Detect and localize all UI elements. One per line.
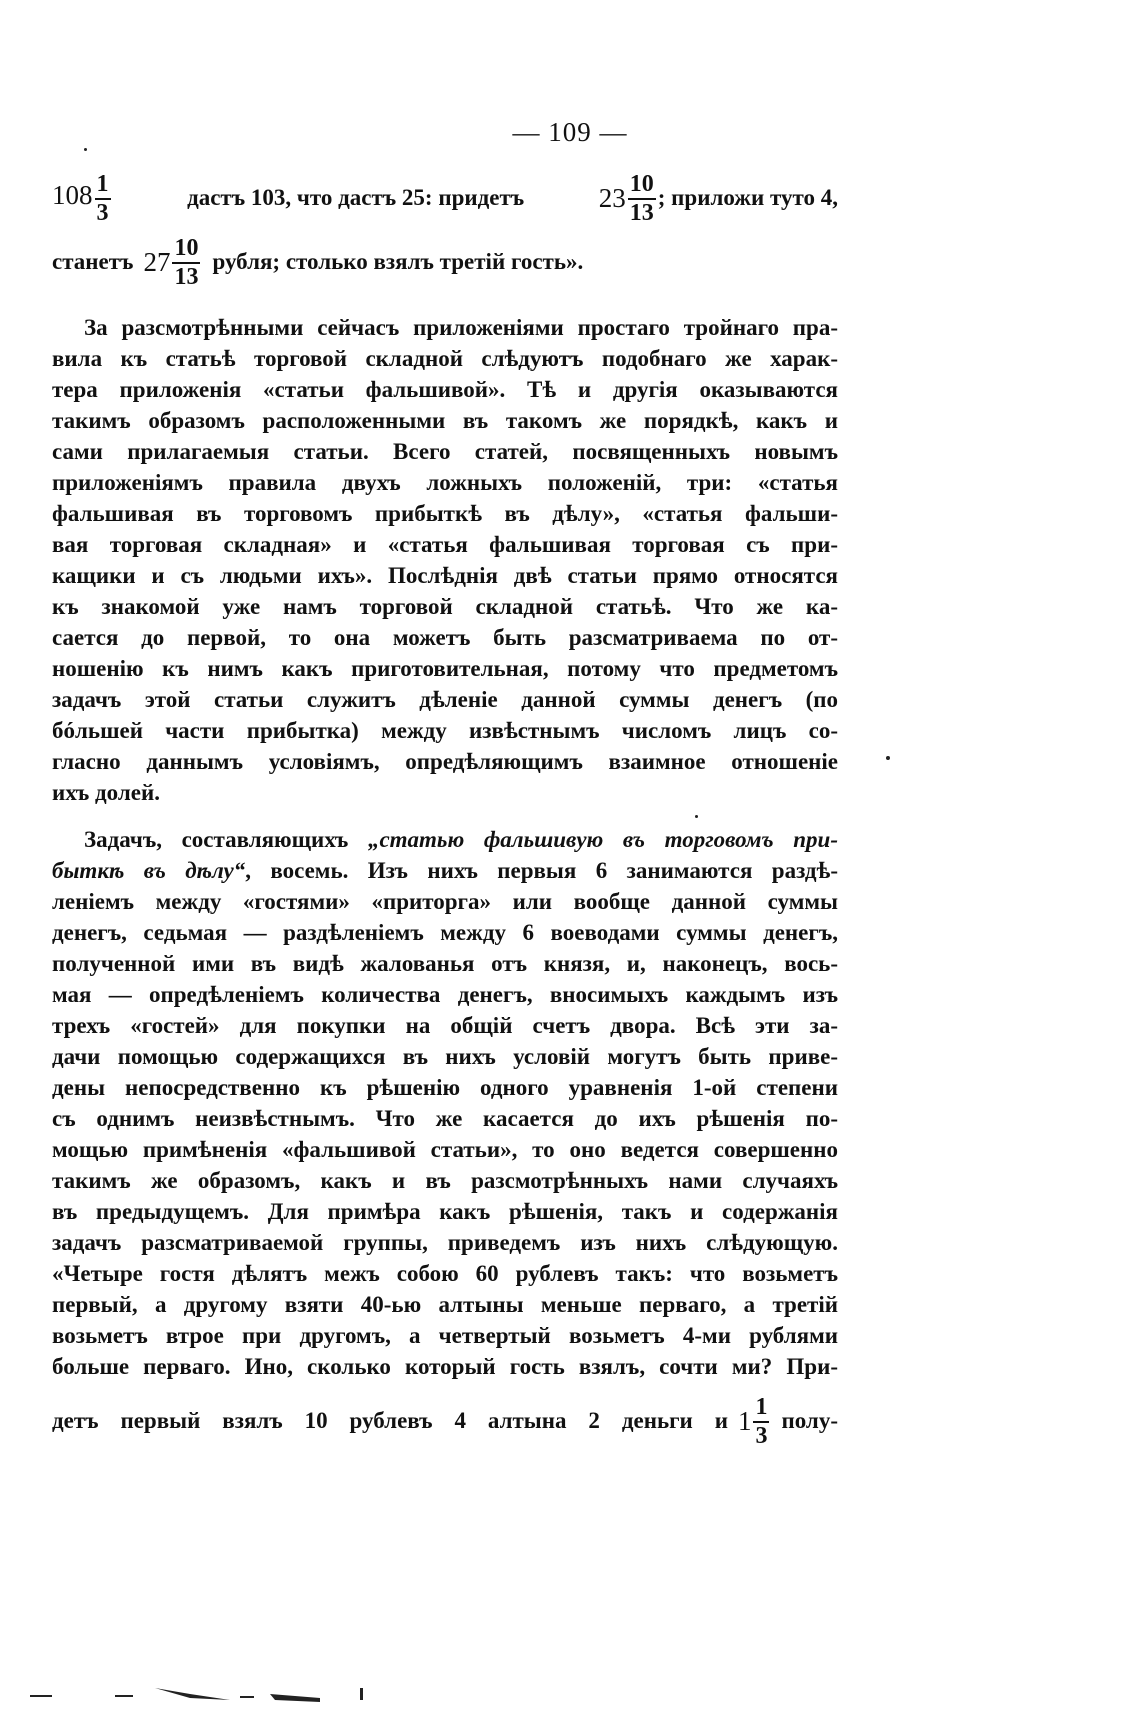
scan-speck [695, 815, 698, 818]
numerator: 1 [753, 1395, 769, 1423]
text-line: возьметъ втрое при другомъ, а четвертый возьметъ 4-ми рублями [52, 1323, 838, 1348]
text-line: денегъ, седьмая — раздѣленіемъ между 6 воеводами суммы денегъ, [52, 920, 838, 945]
text-line: такимъ образомъ расположенными въ такомъ же порядкѣ, какъ и [52, 408, 838, 433]
text-segment: ; приложи туто 4, [657, 185, 838, 210]
text-segment: полу- [781, 1408, 838, 1433]
text-segment: дастъ 103, что дастъ 25: придетъ [187, 185, 525, 210]
mixed-number-b [599, 172, 838, 225]
italic-quote: быткѣ въ дѣлу“ [52, 858, 246, 883]
mixed-number-a [52, 172, 113, 225]
whole-part: 1 [737, 1405, 752, 1436]
fraction [95, 172, 111, 225]
fraction [753, 1395, 769, 1448]
whole-part: 27 [143, 246, 171, 277]
text-line [52, 856, 838, 886]
fraction-line-1 [52, 168, 838, 228]
text-line: первый, а другому взяти 40-ью алтыны меньше перваго, а третій [52, 1292, 838, 1317]
text-line: «Четыре гостя дѣлятъ межъ собою 60 рублевъ такъ: что возьметъ [52, 1261, 838, 1286]
text-line: вая торговая складная» и «статья фальшивая торговая съ при- [52, 532, 838, 557]
denominator: 3 [96, 199, 109, 226]
text-line: За разсмотрѣнными сейчасъ приложеніями простаго тройнаго пра- [84, 315, 838, 340]
mixed-number-c [143, 236, 202, 289]
text-line: дены непосредственно къ рѣшенію одного уравненія 1-ой степени [52, 1075, 838, 1100]
text-line: къ знакомой уже намъ торговой складной статьѣ. Что же ка- [52, 594, 838, 619]
mixed-number-d [738, 1395, 772, 1448]
text-line: задачъ разсматриваемой группы, приведемъ изъ нихъ слѣдующую. [52, 1230, 838, 1255]
fraction [172, 236, 200, 289]
text-line: гласно даннымъ условіямъ, опредѣляющимъ взаимное отношеніе [52, 749, 838, 774]
text-line: дачи помощью содержащихся въ нихъ условій могутъ быть приве- [52, 1044, 838, 1069]
whole-part: 108 [52, 179, 93, 210]
text-line: въ предыдущемъ. Для примѣра какъ рѣшенія, такъ и содержанія [52, 1199, 838, 1224]
text-line [52, 825, 838, 855]
scan-speck [84, 148, 87, 151]
text-line: приложеніямъ правила двухъ ложныхъ положеній, три: «статья [52, 470, 838, 495]
text-line: мая — опредѣленіемъ количества денегъ, вносимыхъ каждымъ изъ [52, 982, 838, 1007]
text-line: мощью примѣненія «фальшивой статьи», то оно ведется совершенно [52, 1137, 838, 1162]
italic-quote: „статью фальшивую въ торговомъ при- [367, 827, 838, 852]
text-line: кащики и съ людьми ихъ». Послѣднія двѣ статьи прямо относятся [52, 563, 838, 588]
denominator: 3 [755, 1422, 768, 1449]
text-line: фальшивая въ торговомъ прибыткѣ въ дѣлу», «статья фальши- [52, 501, 838, 526]
page-number: — 109 — [512, 117, 628, 147]
scan-artifacts [30, 1680, 410, 1710]
text-line: сается до первой, то она можетъ быть разсматриваема по от- [52, 625, 838, 650]
text-line: бóльшей части прибытка) между извѣстнымъ числомъ лицъ со- [52, 718, 838, 743]
numerator: 10 [628, 172, 656, 200]
text-line: ношенію къ нимъ какъ приготовительная, потому что предметомъ [52, 656, 838, 681]
fraction-line-last [52, 1391, 838, 1451]
text-segment: станетъ [52, 249, 134, 274]
text-line: полученной ими въ видѣ жалованья отъ князя, и, наконецъ, вось- [52, 951, 838, 976]
denominator: 13 [629, 199, 654, 226]
fraction [628, 172, 656, 225]
text-segment: , восемь. Изъ нихъ первыя 6 занимаются раздѣ- [245, 858, 838, 883]
text-line: такимъ же образомъ, какъ и въ разсмотрѣнныхъ нами случаяхъ [52, 1168, 838, 1193]
numerator: 10 [172, 236, 200, 264]
fraction-line-2 [52, 232, 838, 292]
scan-speck [886, 756, 890, 760]
text-segment: рубля; столько взялъ третій гость». [212, 249, 584, 274]
text-line: больше перваго. Ино, сколько который гость взялъ, сочти ми? При- [52, 1354, 838, 1379]
text-line: вила къ статьѣ торговой складной слѣдуютъ подобнаго же харак- [52, 346, 838, 371]
numerator: 1 [95, 172, 111, 200]
whole-part: 23 [598, 182, 626, 213]
denominator: 13 [174, 263, 199, 290]
text-line: сами прилагаемыя статьи. Всего статей, посвященныхъ новымъ [52, 439, 838, 464]
text-line: трехъ «гостей» для покупки на общій счетъ двора. Всѣ эти за- [52, 1013, 838, 1038]
text-line: тера приложенія «статьи фальшивой». Тѣ и другія оказываются [52, 377, 838, 402]
text-line: задачъ этой статьи служитъ дѣленіе данной суммы денегъ (по [52, 687, 838, 712]
text-line: съ однимъ неизвѣстнымъ. Что же касается до ихъ рѣшенія по- [52, 1106, 838, 1131]
text-segment: детъ первый взялъ 10 рублевъ 4 алтына 2 деньги и [52, 1408, 728, 1433]
text-line: ихъ долей. [52, 780, 160, 805]
text-line: леніемъ между «гостями» «приторга» или вообще данной суммы [52, 889, 838, 914]
text-segment: Задачъ, составляющихъ [84, 827, 349, 852]
